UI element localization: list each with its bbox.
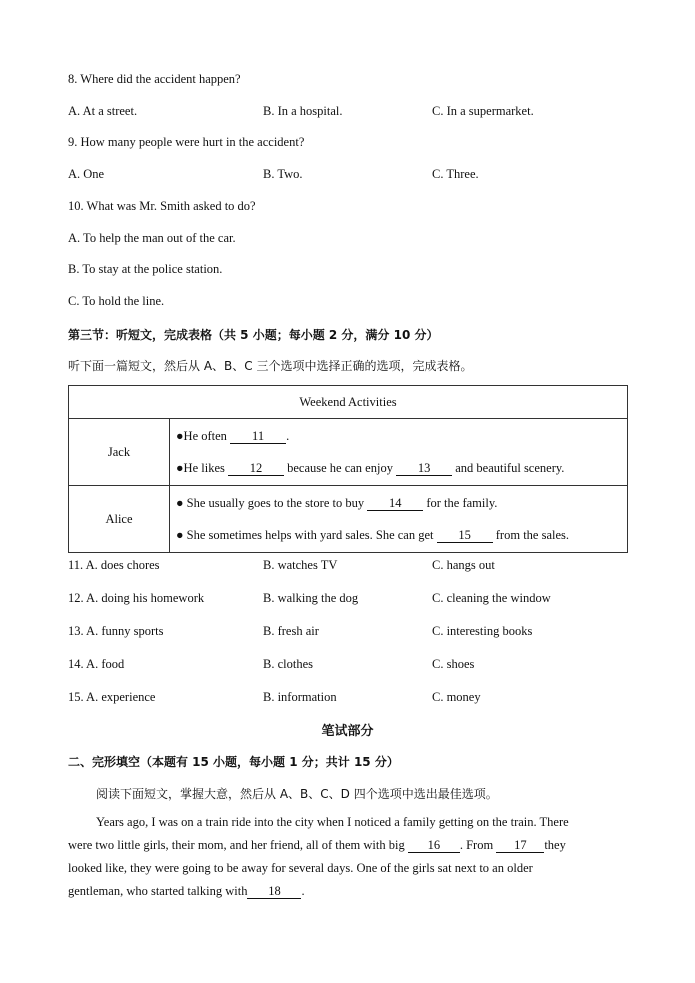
section-3-instruction: 听下面一篇短文，然后从 A、B、C 三个选项中选择正确的选项，完成表格。: [68, 359, 473, 373]
row-label-jack: Jack: [69, 419, 170, 486]
jack-line-1-text: ●He often: [176, 429, 227, 443]
passage-line-3: looked like, they were going to be away for several days. One of the girls sat next to an older: [68, 861, 533, 875]
row-label-alice: Alice: [69, 486, 170, 553]
question-14-option-c: C. shoes: [432, 657, 475, 671]
jack-line-2-end: and beautiful scenery.: [455, 461, 565, 475]
cloze-instruction: 阅读下面短文，掌握大意，然后从 A、B、C、D 四个选项中选出最佳选项。: [96, 787, 498, 801]
jack-activities-cell: [170, 419, 628, 486]
table-title: Weekend Activities: [69, 386, 628, 419]
blank-17[interactable]: 17: [496, 839, 544, 853]
question-14-option-b: B. clothes: [263, 657, 313, 671]
alice-activities-cell: [170, 486, 628, 553]
question-10-option-b: B. To stay at the police station.: [68, 262, 223, 276]
question-9-stem: 9. How many people were hurt in the accident?: [68, 135, 305, 149]
jack-line-1-end: .: [286, 429, 290, 443]
jack-line-2-text: ●He likes: [176, 461, 225, 475]
jack-line-2-middle: because he can enjoy: [287, 461, 393, 475]
passage-line-1: Years ago, I was on a train ride into the city when I noticed a family getting on the train. There: [96, 815, 569, 829]
passage-line-4: [68, 880, 628, 903]
question-15-option-a: 15. A. experience: [68, 690, 156, 704]
question-11-option-c: C. hangs out: [432, 558, 495, 572]
question-12-option-c: C. cleaning the window: [432, 591, 551, 605]
alice-line-1: [176, 487, 627, 519]
question-9-option-b: B. Two.: [263, 167, 303, 181]
question-10-stem: 10. What was Mr. Smith asked to do?: [68, 199, 256, 213]
passage-line-2: [68, 834, 628, 857]
blank-13[interactable]: 13: [396, 462, 452, 476]
question-15-option-b: B. information: [263, 690, 337, 704]
question-11-option-b: B. watches TV: [263, 558, 338, 572]
passage-line-4-end: .: [301, 884, 305, 898]
blank-15[interactable]: 15: [437, 529, 493, 543]
written-part-title: 笔试部分: [321, 724, 374, 739]
alice-line-2: [176, 519, 627, 551]
passage-line-2-middle: . From: [459, 838, 494, 852]
blank-14[interactable]: 14: [367, 497, 423, 511]
alice-line-2-end: from the sales.: [495, 528, 570, 542]
cloze-passage: [68, 811, 628, 903]
blank-12[interactable]: 12: [228, 462, 284, 476]
question-10-option-c: C. To hold the line.: [68, 294, 165, 308]
alice-line-1-end: for the family.: [426, 496, 498, 510]
alice-line-2-text: ● She sometimes helps with yard sales. She can get: [176, 528, 434, 542]
question-12-option-a: 12. A. doing his homework: [68, 591, 205, 605]
question-8-option-a: A. At a street.: [68, 104, 138, 118]
jack-line-2: [176, 452, 627, 484]
question-15-option-c: C. money: [432, 690, 481, 704]
question-13-option-a: 13. A. funny sports: [68, 624, 164, 638]
blank-11[interactable]: 11: [230, 430, 286, 444]
question-13-option-c: C. interesting books: [432, 624, 533, 638]
question-12-option-b: B. walking the dog: [263, 591, 359, 605]
passage-line-2-text: were two little girls, their mom, and her friend, all of them with big: [68, 838, 405, 852]
question-9-option-a: A. One: [68, 167, 105, 181]
question-14-option-a: 14. A. food: [68, 657, 125, 671]
question-11-option-a: 11. A. does chores: [68, 558, 160, 572]
question-8-stem: 8. Where did the accident happen?: [68, 72, 241, 86]
jack-line-1: [176, 420, 627, 452]
question-8-option-c: C. In a supermarket.: [432, 104, 534, 118]
question-10-option-a: A. To help the man out of the car.: [68, 231, 236, 245]
passage-line-2-end: they: [544, 838, 566, 852]
blank-18[interactable]: 18: [247, 885, 301, 899]
blank-16[interactable]: 16: [408, 839, 460, 853]
weekend-activities-table: [68, 385, 628, 553]
cloze-heading: 二、完形填空（本题有 15 小题，每小题 1 分；共计 15 分）: [68, 755, 399, 769]
question-8-option-b: B. In a hospital.: [263, 104, 343, 118]
section-3-heading: 第三节：听短文，完成表格（共 5 小题；每小题 2 分，满分 10 分）: [68, 328, 439, 342]
question-13-option-b: B. fresh air: [263, 624, 319, 638]
passage-line-4-text: gentleman, who started talking with: [68, 884, 248, 898]
question-9-option-c: C. Three.: [432, 167, 479, 181]
alice-line-1-text: ● She usually goes to the store to buy: [176, 496, 365, 510]
